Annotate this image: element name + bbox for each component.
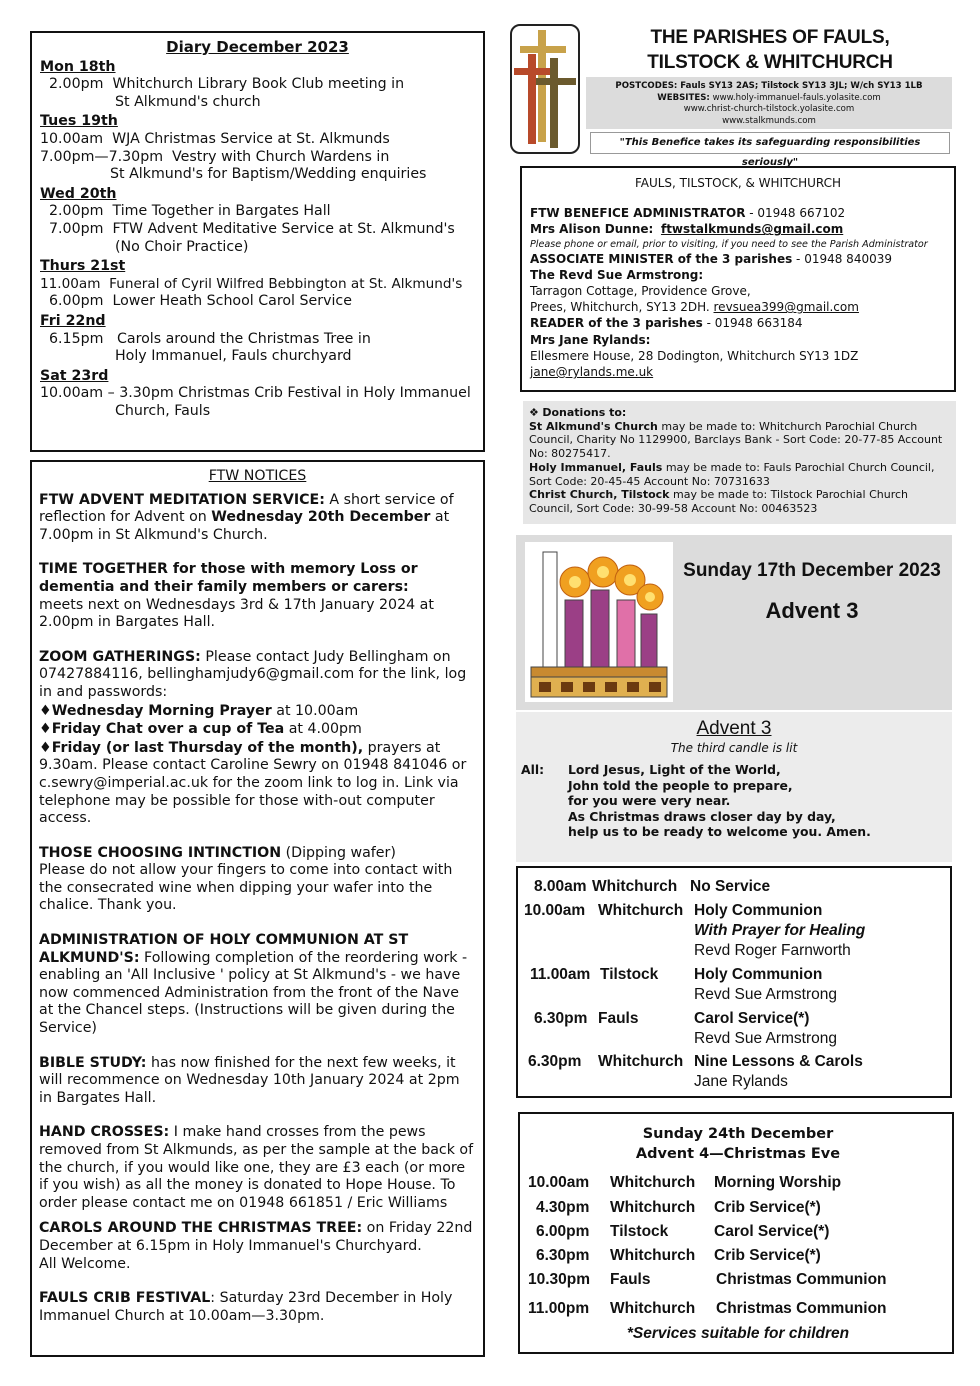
diary-time: 6.00pm xyxy=(40,293,113,310)
service-name: Crib Service(*) xyxy=(714,1199,821,1216)
diary-cont: Church, Fauls xyxy=(115,402,211,419)
notice-text: Please do not allow your fingers to come into contact with the consecrated wine when dipping your wafer into the chalice. Thank you. xyxy=(39,862,453,914)
diary-day xyxy=(40,368,475,421)
diary-day xyxy=(40,113,475,183)
notice-text: meets next on Wednesdays 3rd & 17th January 2024 at 2.00pm in Bargates Hall. xyxy=(39,596,434,631)
service-place: Tilstock xyxy=(610,1223,669,1240)
diary-time: 2.00pm xyxy=(40,76,113,93)
christmas-eve-box xyxy=(518,1112,954,1354)
donation-details: may be made to: Fauls Parochial Church Council, Sort Code: 20-45-45 Account No: 70731633 xyxy=(529,460,935,488)
service-detail: With Prayer for Healing xyxy=(694,922,866,939)
service-place: Whitchurch xyxy=(592,878,678,895)
contact-role: READER of the 3 parishes xyxy=(530,316,703,331)
service-time: 8.00am xyxy=(534,878,587,895)
service-time: 11.00am xyxy=(530,966,591,983)
diary-entry xyxy=(40,385,475,403)
contact-phone: - 01948 840039 xyxy=(792,251,892,266)
diary-entry xyxy=(40,149,475,167)
service-time: 6.00pm xyxy=(536,1223,590,1240)
service-minister: Revd Sue Armstrong xyxy=(694,986,838,1003)
contact-address: Prees, Whitchurch, SY13 2DH. xyxy=(530,300,714,315)
diary-day-heading: Wed 20th xyxy=(40,185,117,202)
diary-day xyxy=(40,313,475,366)
diary-day xyxy=(40,258,475,311)
diary-day-heading: Fri 22nd xyxy=(40,312,106,329)
diary-text: WJA Christmas Service at St. Alkmunds xyxy=(112,130,390,147)
diary-day xyxy=(40,186,475,256)
notice-heading: HAND CROSSES: xyxy=(39,1124,170,1141)
donation-church: Holy Immanuel, Fauls xyxy=(529,460,663,474)
notice-administration xyxy=(39,932,476,1038)
diary-entry xyxy=(40,331,475,349)
service-time: 10.30pm xyxy=(528,1271,591,1288)
christmas-eve-heading: Sunday 24th December xyxy=(642,1126,834,1142)
contact-name: The Revd Sue Armstrong: xyxy=(530,267,704,282)
diamond-bullet-icon: ♦ xyxy=(39,739,52,756)
service-place: Whitchurch xyxy=(610,1199,696,1216)
service-minister: Jane Rylands xyxy=(694,1073,788,1090)
diary-day-heading: Mon 18th xyxy=(40,58,116,75)
notice-bible-study xyxy=(39,1055,476,1108)
notice-text: (Dipping wafer) xyxy=(281,844,396,861)
advent-candles-icon xyxy=(525,542,673,702)
notice-text: I make hand crosses from the pews removed from St Alkmunds, as per the sample at the back of the church, if you would like one, they are £3 each (or more if you wish) as all the money is donated to Hope House. To order please contact me on 01948 661851 / Eric Williams xyxy=(39,1124,474,1211)
notices-title: FTW NOTICES xyxy=(208,468,307,484)
contact-email-link[interactable]: revsuea399@gmail.com xyxy=(713,300,859,315)
notice-text: at 7.00pm in St Alkmund's Church. xyxy=(39,509,450,543)
postcodes: POSTCODES: Fauls SY13 2AS; Tilstock SY13 3JL; W/ch SY13 1LB xyxy=(615,81,923,91)
diary-entry xyxy=(40,221,475,239)
website-link[interactable]: www.holy-immanuel-fauls.yolasite.com xyxy=(712,92,881,103)
service-name: Nine Lessons & Carols xyxy=(694,1053,863,1070)
notice-heading: TIME TOGETHER for those with memory Loss or dementia and their family members or carers: xyxy=(39,561,418,595)
diary-entry xyxy=(40,293,475,311)
notice-time-together xyxy=(39,561,476,631)
diary-text: Carols around the Christmas Tree in xyxy=(116,330,371,347)
title-line: THE PARISHES OF FAULS, xyxy=(650,27,890,48)
service-time: 4.30pm xyxy=(536,1199,590,1216)
diary-text: Time Together in Bargates Hall xyxy=(112,203,331,220)
service-minister: Revd Sue Armstrong xyxy=(694,1030,838,1047)
notice-text: Following completion of the reordering work - enabling an 'All Inclusive ' policy at St Alkmund's - we have now commenced Administration from the front of the Nave at the Chancel steps. (Instructions will be given during the Service) xyxy=(39,949,468,1037)
service-place: Fauls xyxy=(598,1010,639,1027)
notice-hand-crosses xyxy=(39,1124,476,1212)
service-place: Whitchurch xyxy=(610,1247,696,1264)
notice-heading: FTW ADVENT MEDITATION SERVICE: xyxy=(39,491,325,508)
contact-role: FTW BENEFICE ADMINISTRATOR xyxy=(530,206,746,221)
service-name: Carol Service(*) xyxy=(694,1010,810,1027)
notice-heading: ZOOM GATHERINGS: xyxy=(39,648,201,665)
notice-crib xyxy=(39,1290,476,1325)
diary-day-heading: Sat 23rd xyxy=(40,367,109,384)
bullet-text: at 4.00pm xyxy=(284,721,362,738)
service-name: Holy Communion xyxy=(694,966,823,983)
diary-text: Christmas Crib Festival in Holy Immanuel xyxy=(178,385,471,402)
website-link[interactable]: www.stalkmunds.com xyxy=(722,115,816,126)
notice-heading: BIBLE STUDY: xyxy=(39,1054,147,1071)
notice-text: : Saturday 23rd December in Holy Immanuel Church at 10.00am—3.30pm. xyxy=(39,1290,453,1324)
diary-entry xyxy=(40,131,475,149)
diary-time: 10.00am xyxy=(40,130,113,147)
prayer-all-label: All: xyxy=(521,762,545,777)
service-name: Morning Worship xyxy=(714,1174,842,1191)
diary-day-heading: Tues 19th xyxy=(40,113,118,130)
notice-text: A short service of reflection for Advent on xyxy=(39,491,454,526)
service-name: Carol Service(*) xyxy=(714,1223,830,1240)
notices-box xyxy=(30,460,485,1357)
bullet-heading: Wednesday Morning Prayer xyxy=(51,702,272,719)
service-time: 6.30pm xyxy=(536,1247,590,1264)
diary-cont: Holy Immanuel, Fauls churchyard xyxy=(115,348,352,365)
service-time: 10.00am xyxy=(528,1174,590,1191)
notice-emphasis: Wednesday 20th December xyxy=(211,509,431,526)
christmas-eve-subheading: Advent 4—Christmas Eve xyxy=(635,1146,841,1162)
service-place: Whitchurch xyxy=(598,902,684,919)
diary-text: FTW Advent Meditative Service at St. Alkmund's xyxy=(112,220,455,237)
donation-church: Christ Church, Tilstock xyxy=(529,488,670,502)
diamond-bullet-icon: ♦ xyxy=(39,702,52,719)
title-line: TILSTOCK & WHITCHURCH xyxy=(647,52,893,73)
prayer-line: for you were very near. xyxy=(568,793,731,808)
christmas-eve-footnote: *Services suitable for children xyxy=(626,1325,850,1342)
notice-heading: FAULS CRIB FESTIVAL xyxy=(39,1290,211,1307)
contact-phone: - 01948 667102 xyxy=(745,206,846,221)
diary-cont: St Alkmund's for Baptism/Wedding enquiries xyxy=(110,166,427,183)
contact-address: Tarragon Cottage, Providence Grove, xyxy=(530,284,751,299)
diary-day-heading: Thurs 21st xyxy=(40,258,126,275)
diary-text: Vestry with Church Wardens in xyxy=(172,148,390,165)
websites-label: WEBSITES: xyxy=(657,92,710,103)
diary-day xyxy=(40,59,475,112)
diary-cont: St Alkmund's church xyxy=(115,93,261,110)
diary-text: Lower Heath School Carol Service xyxy=(112,293,352,310)
service-time: 10.00am xyxy=(524,902,586,919)
service-place: Whitchurch xyxy=(610,1174,696,1191)
diary-time: 7.00pm xyxy=(40,220,113,237)
prayer-line: John told the people to prepare, xyxy=(568,777,793,793)
bullet-text: at 10.00am xyxy=(271,702,359,719)
notice-heading: ADMINISTRATION OF HOLY COMMUNION AT ST ALKMUND'S: xyxy=(39,932,409,966)
header-info xyxy=(586,77,952,129)
service-minister: Revd Roger Farnworth xyxy=(694,942,851,959)
notice-heading: CAROLS AROUND THE CHRISTMAS TREE: xyxy=(39,1220,363,1237)
donation-details: may be made to: Tilstock Parochial Church Council, Sort Code: 30-99-58 Account No: 00463523 xyxy=(529,488,909,515)
service-place: Fauls xyxy=(610,1271,651,1288)
services-17-box xyxy=(516,866,952,1098)
service-time: 11.00pm xyxy=(528,1300,590,1317)
diary-time: 6.15pm xyxy=(40,330,117,347)
service-time: 6.30pm xyxy=(528,1053,582,1070)
contact-role: ASSOCIATE MINISTER of the 3 parishes xyxy=(530,251,793,266)
prayer-lines xyxy=(568,762,871,840)
contact-email-link[interactable]: jane@rylands.me.uk xyxy=(530,365,654,380)
bullet-heading: Friday (or last Thursday of the month), xyxy=(51,739,364,756)
diary-text: Funeral of Cyril Wilfred Bebbington at St. Alkmund's xyxy=(109,275,463,292)
service-place: Whitchurch xyxy=(610,1300,696,1317)
prayer-line: As Christmas draws closer day by day, xyxy=(568,808,836,824)
advent-name: Advent 3 xyxy=(765,598,859,623)
advent-prayer xyxy=(516,712,952,862)
service-time: 6.30pm xyxy=(534,1010,588,1027)
service-name: No Service xyxy=(690,878,771,895)
donations-title: Donations to: xyxy=(542,406,627,419)
notice-text: All Welcome. xyxy=(39,1255,131,1272)
parish-title xyxy=(590,25,950,75)
diary-time: 11.00am xyxy=(40,275,110,292)
contact-address: Ellesmere House, 28 Dodington, Whitchurch SY13 1DZ xyxy=(530,348,859,363)
diamond-bullet-icon: ♦ xyxy=(39,721,52,738)
donation-church: St Alkmund's Church xyxy=(529,419,658,433)
contact-phone: - 01948 663184 xyxy=(702,316,803,331)
diamond-bullet-icon: ❖ xyxy=(529,406,543,419)
contacts-title: FAULS, TILSTOCK, & WHITCHURCH xyxy=(634,176,842,190)
service-place: Whitchurch xyxy=(598,1053,684,1070)
crosses-logo-icon xyxy=(510,24,580,154)
diary-time: 2.00pm xyxy=(40,203,113,220)
diary-entry xyxy=(40,276,475,294)
prayer-line: help us to be ready to welcome you. Amen. xyxy=(568,824,871,839)
zoom-bullet xyxy=(39,721,476,739)
service-name: Holy Communion xyxy=(694,902,823,919)
diary-time: 7.00pm—7.30pm xyxy=(40,148,173,165)
notice-text: Please contact Judy Bellingham on 07427884116, bellinghamjudy6@gmail.com for the link, log in and passwords: xyxy=(39,648,467,700)
donations-box xyxy=(523,401,956,524)
contact-name: Mrs Jane Rylands: xyxy=(530,332,651,347)
notice-text: on Friday 22nd December at 6.15pm in Holy Immanuel's Churchyard. xyxy=(39,1220,473,1254)
prayer-title: Advent 3 xyxy=(696,718,772,739)
prayer-subtitle: The third candle is lit xyxy=(670,741,798,755)
safeguarding-quote: "This Benefice takes its safeguarding responsibilities seriously" xyxy=(590,132,950,154)
diary-text: Whitchurch Library Book Club meeting in xyxy=(112,76,405,93)
advent-date: Sunday 17th December 2023 xyxy=(683,560,941,581)
diary-cont: (No Choir Practice) xyxy=(115,238,249,255)
prayer-line: Lord Jesus, Light of the World, xyxy=(568,762,781,777)
contact-email-link[interactable]: ftwstalkmunds@gmail.com xyxy=(660,222,844,237)
zoom-bullet xyxy=(39,740,476,828)
bullet-text: prayers at 9.30am. Please contact Caroline Sewry on 01948 841046 or c.sewry@imperial.ac.uk for the zoom link to log in. Link via telephone may be possible for those with-out computer access. xyxy=(39,739,467,827)
notice-intinction xyxy=(39,845,476,915)
diary-time: 10.00am – 3.30pm xyxy=(40,385,179,402)
notice-text: has now finished for the next few weeks, it will recommence on Wednesday 10th January 2024 at 2pm in Bargates Hall. xyxy=(39,1054,460,1106)
service-place: Tilstock xyxy=(600,966,659,983)
diary-box xyxy=(30,31,485,452)
diary-entry xyxy=(40,203,475,221)
contacts-box xyxy=(520,166,956,392)
bullet-heading: Friday Chat over a cup of Tea xyxy=(51,721,285,738)
notice-carols xyxy=(39,1220,476,1273)
donation-details: may be made to: Whitchurch Parochial Church Council, Charity No 1129900, Barclays Bank - Sort Code: 20-77-85 Account No: 80275417. xyxy=(529,419,943,461)
contact-note: Please phone or email, prior to visiting, if you need to see the Parish Administrator xyxy=(530,238,928,250)
notice-zoom xyxy=(39,649,476,828)
zoom-bullet xyxy=(39,703,476,721)
website-link[interactable]: www.christ-church-tilstock.yolasite.com xyxy=(683,104,855,114)
contact-name: Mrs Alison Dunne: xyxy=(530,222,654,237)
service-name: Crib Service(*) xyxy=(714,1247,821,1264)
service-name: Christmas Communion xyxy=(716,1300,887,1317)
service-name: Christmas Communion xyxy=(716,1271,887,1288)
notice-heading: THOSE CHOOSING INTINCTION xyxy=(39,844,282,861)
diary-entry xyxy=(40,76,475,94)
notice-advent-meditation xyxy=(39,492,476,545)
diary-title: Diary December 2023 xyxy=(166,38,349,56)
